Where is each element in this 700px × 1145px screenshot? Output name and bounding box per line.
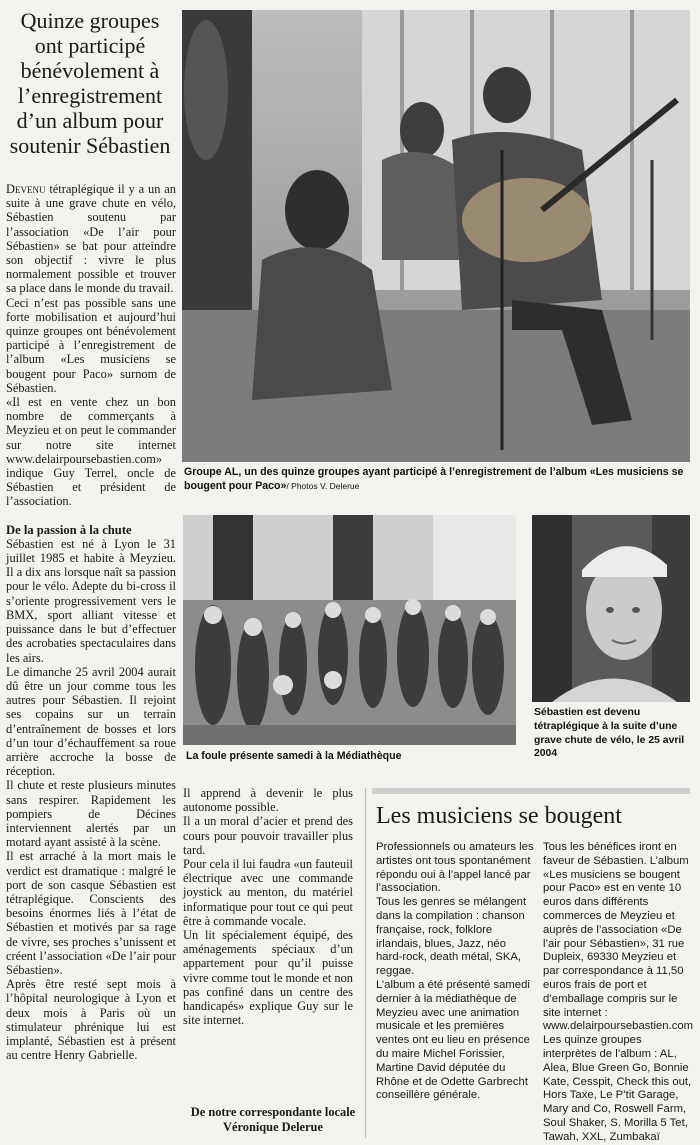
caption-text: Groupe AL, un des quinze groupes ayant participé à l’enregistrement de l’album «Les musiciens se bougent pour Paco» (184, 466, 684, 492)
paragraph: Un lit spécialement équipé, des aménagements spéciaux d’un appartement pour qu’il puisse vivre comme tout le monde et non pas confiné dans un centre des handicapés» explique Guy sur le site internet. (183, 928, 353, 1028)
band-photo-illustration (182, 10, 690, 462)
article-column-1 (6, 182, 176, 1062)
paragraph: L’album a été présenté samedi dernier à la médiathèque de Meyzieu avec une animation musicale et les premières ventes ont eu lieu en présence du maire Michel Forissier, Martine David députée du Rhône et de Odette Garbrecht conseillère générale. (376, 978, 530, 1102)
paragraph: Après être resté sept mois à l’hôpital neurologique à Lyon et deux mois à Paris où un stimulateur phrénique lui est implanté, Sébastien est à présent au centre Henry Gabrielle. (6, 977, 176, 1063)
paragraph: Tous les genres se mélangent dans la compilation : chanson française, rock, folklore irlandais, blues, Jazz, néo hard-rock, death métal, SKA, reggae. (376, 896, 527, 978)
portrait-photo-illustration (532, 515, 690, 702)
paragraph: Sébastien est né à Lyon le 31 juillet 1985 et habite à Meyzieu. Il a dix ans lorsque naît sa passion pour le vélo. Adepte du bi-cross il s’oriente progressivement vers le BMX, sport alliant vitesse et puissance dans le but d’effectuer des acrobaties spectaculaires dans les airs. (6, 536, 176, 665)
portrait-photo (532, 515, 690, 702)
paragraph: Les quinze groupes interprètes de l’album : AL, Alea, Blue Green Go, Bonnie Kate, Cesspit, Check this out, Hors Taxe, Le P’tit Garage, Mary and Co, Roswell Farm, Soul Shaker, S. Morilla 5 Tet, Tawah, XXL, Zumbakaï (543, 1034, 692, 1143)
box-column-2 (543, 841, 694, 1145)
paragraph: Pour cela il lui faudra «un fauteuil électrique avec une commande joystick au menton, du matériel informatique pour tout ce qui peut être à commande vocale. (183, 857, 353, 928)
main-photo (182, 10, 690, 462)
signature: De notre correspondante locale Véronique Delerue (190, 1105, 356, 1134)
headline: Quinze groupes ont participé bénévolement à l’enregistrement d’un album pour soutenir Sébastien (9, 8, 171, 158)
sidebar-box (365, 788, 694, 1143)
paragraph: Tous les bénéfices iront en faveur de Sébastien. L’album «Les musiciens se bougent pour Paco» est en vente 10 euros dans différents commerces de Meyzieu et auprès de l’association «De l’air pour Sébastien», 31 rue Dupleix, 69330 Meyzieu et par correspondance à 11,50 euros frais de port et d’emballage compris sur le site internet : www.delairpoursebastien.com (543, 841, 694, 1033)
crowd-photo-illustration (183, 515, 516, 745)
drop-cap: Devenu (6, 182, 46, 196)
paragraph: Il chute et reste plusieurs minutes sans respirer. Rapidement les pompiers de Décines interviennent alertés par un motard ayant assisté à la scène. (6, 778, 176, 850)
paragraph: Il est arraché à la mort mais le verdict est dramatique : malgré le port de son casque Sébastien est tétraplégique. Conscients des besoins énormes liés à l’état de Sébastien et motivés par sa rage de vivre, ses proches s’unissent et créent l’association «De l’air pour Sébastien». (6, 849, 176, 977)
paragraph: Le dimanche 25 avril 2004 aurait dû être un jour comme tous les autres pour Sébastien. Il rejoint ses copains sur un terrain d’entraînement de bosses et lors d’un tour d’échauffement sa roue arrière accroche la bosse de réception. (6, 664, 176, 779)
box-column-1 (376, 841, 534, 1103)
paragraph-text: tétraplégique il y a un an suite à une grave chute en vélo, Sébastien soutenu par l’association «De l’air pour Sébastien» se bat pour atteindre son objectif : vivre le plus normalement possible et trouver sa place dans le monde du travail. (6, 182, 176, 296)
paragraph: Il apprend à devenir le plus autonome possible. (183, 786, 353, 815)
paragraph: Professionnels ou amateurs les artistes ont tous spontanément répondu oui à l’appel lancé par l’association. (376, 841, 534, 895)
crowd-photo-caption: La foule présente samedi à la Médiathèque (186, 750, 402, 762)
subheading: De la passion à la chute (6, 522, 132, 537)
box-top-rule (372, 788, 690, 794)
portrait-photo-caption: Sébastien est devenu tétraplégique à la suite d’une grave chute de vélo, le 25 avril 2004 (534, 707, 685, 760)
paragraph: «Il est en vente chez un bon nombre de commerçants à Meyzieu et on peut le commander sur notre site internet www.delairpoursebastien.com» indique Guy Terrel, oncle de Sébastien et président de l’association. (6, 395, 176, 509)
paragraph: Ceci n’est pas possible sans une forte mobilisation et aujourd’hui quinze groupes ont bénévolement participé à l’enregistrement de l’album «Les musiciens se bougent pour Paco» surnom de Sébastien. (6, 295, 176, 395)
box-title: Les musiciens se bougent (376, 803, 622, 829)
article-column-2 (183, 786, 353, 1027)
main-photo-caption (184, 465, 690, 493)
crowd-photo (183, 515, 516, 745)
paragraph (6, 182, 176, 296)
paragraph: Il a un moral d’acier et prend des cours pour pouvoir travailler plus tard. (183, 814, 353, 857)
photo-credit: / Photos V. Delerue (286, 481, 360, 491)
